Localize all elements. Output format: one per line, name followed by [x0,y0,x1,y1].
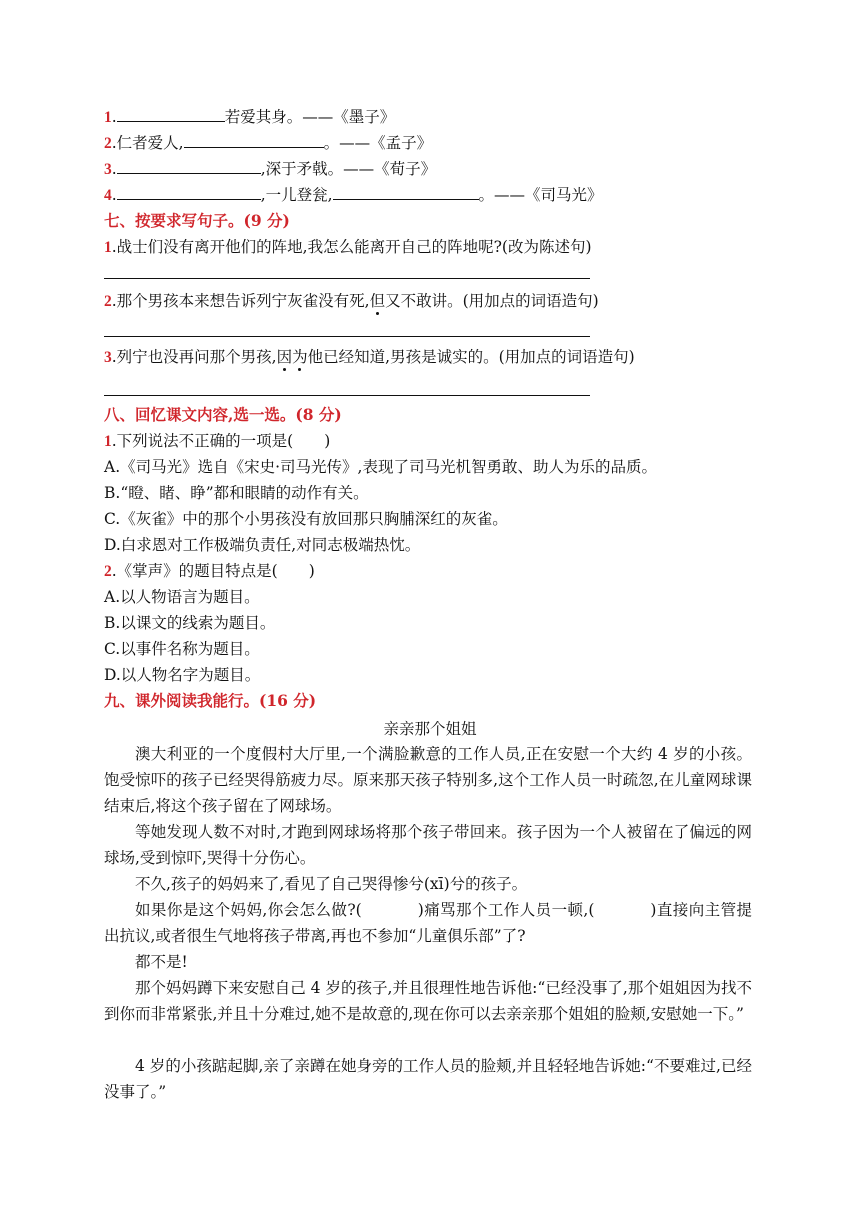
story-paragraph: 如果你是这个妈妈,你会怎么做?( )痛骂那个工作人员一顿,( )直接向主管提出抗议,或者很生气地将孩子带离,再也不参加“儿童俱乐部”了? [104,901,752,945]
option[interactable]: D.以人物名字为题目。 [104,666,261,684]
question-number: 3 [104,161,112,178]
section-7-title: 七、按要求写句子。(9 分) [104,211,290,230]
question-number: 3 [104,349,112,366]
emphasis-char: 但 [369,292,386,310]
question-number: 1 [104,239,112,256]
story-paragraph: 都不是! [135,953,188,971]
option[interactable]: B.“瞪、睹、睁”都和眼睛的动作有关。 [104,484,369,502]
story-paragraph: 等她发现人数不对时,才跑到网球场将那个孩子带回来。孩子因为一个人被留在了偏远的网球场,受到惊吓,哭得十分伤心。 [104,823,752,867]
option[interactable]: C.《灰雀》中的那个小男孩没有放回那只胸脯深红的灰雀。 [104,510,508,528]
option[interactable]: D.白求恩对工作极端负责任,对同志极端热忱。 [104,536,421,554]
question-number: 2 [104,135,112,152]
question-number: 2 [104,293,112,310]
story-paragraph: 不久,孩子的妈妈来了,看见了自己哭得惨兮(xī)兮的孩子。 [135,875,528,893]
fill-line-1: 1. 若爱其身。——《墨子》 [104,108,396,126]
section-9-title: 九、课外阅读我能行。(16 分) [104,691,317,710]
option[interactable]: A.以人物语言为题目。 [104,588,260,606]
option[interactable]: C.以事件名称为题目。 [104,640,260,658]
answer-line[interactable] [104,395,590,396]
emphasis-char: 为 [292,348,308,366]
sec7-question-1: 1.战士们没有离开他们的阵地,我怎么能离开自己的阵地呢?(改为陈述句) [104,238,592,256]
sec8-question-2: 2.《掌声》的题目特点是( ) [104,562,315,580]
option[interactable]: A.《司马光》选自《宋史·司马光传》,表现了司马光机智勇敢、助人为乐的品质。 [104,458,657,476]
story-paragraph: 澳大利亚的一个度假村大厅里,一个满脸歉意的工作人员,正在安慰一个大约 4 岁的小孩。饱受惊吓的孩子已经哭得筋疲力尽。原来那天孩子特别多,这个工作人员一时疏忽,在儿童网球课结束后,将这个孩子留在了网球场。 [104,745,752,815]
answer-line[interactable] [104,278,590,279]
answer-blank[interactable] [117,184,261,200]
answer-blank[interactable] [117,106,225,122]
story-paragraph: 那个妈妈蹲下来安慰自己 4 岁的孩子,并且很理性地告诉他:“已经没事了,那个姐姐因为找不到你而非常紧张,并且十分难过,她不是故意的,现在你可以去亲亲那个姐姐的脸颊,安慰她一下。” [104,979,752,1023]
fill-line-2: 2.仁者爱人, 。——《孟子》 [104,134,433,152]
answer-blank[interactable] [117,158,261,174]
fill-line-3: 3. ,深于矛戟。——《荀子》 [104,160,437,178]
option[interactable]: B.以课文的线索为题目。 [104,614,276,632]
question-number: 4 [104,187,112,204]
emphasis-char: 因 [276,348,293,366]
question-number: 1 [104,433,112,450]
question-number: 1 [104,109,112,126]
sec7-question-3: 3.列宁也没再问那个男孩,因为他已经知道,男孩是诚实的。(用加点的词语造句) [104,348,635,366]
sec8-question-1: 1.下列说法不正确的一项是( ) [104,432,331,450]
section-8-title: 八、回忆课文内容,选一选。(8 分) [104,405,342,424]
answer-blank[interactable] [333,184,479,200]
sec7-question-2: 2.那个男孩本来想告诉列宁灰雀没有死,但又不敢讲。(用加点的词语造句) [104,292,599,310]
answer-blank[interactable] [184,132,324,148]
story-title: 亲亲那个姐姐 [383,720,477,738]
story-paragraph: 4 岁的小孩踮起脚,亲了亲蹲在她身旁的工作人员的脸颊,并且轻轻地告诉她:“不要难过,已经没事了。” [104,1057,752,1101]
answer-line[interactable] [104,336,590,337]
question-number: 2 [104,563,112,580]
fill-line-4: 4. ,一儿登瓮, 。——《司马光》 [104,186,603,204]
